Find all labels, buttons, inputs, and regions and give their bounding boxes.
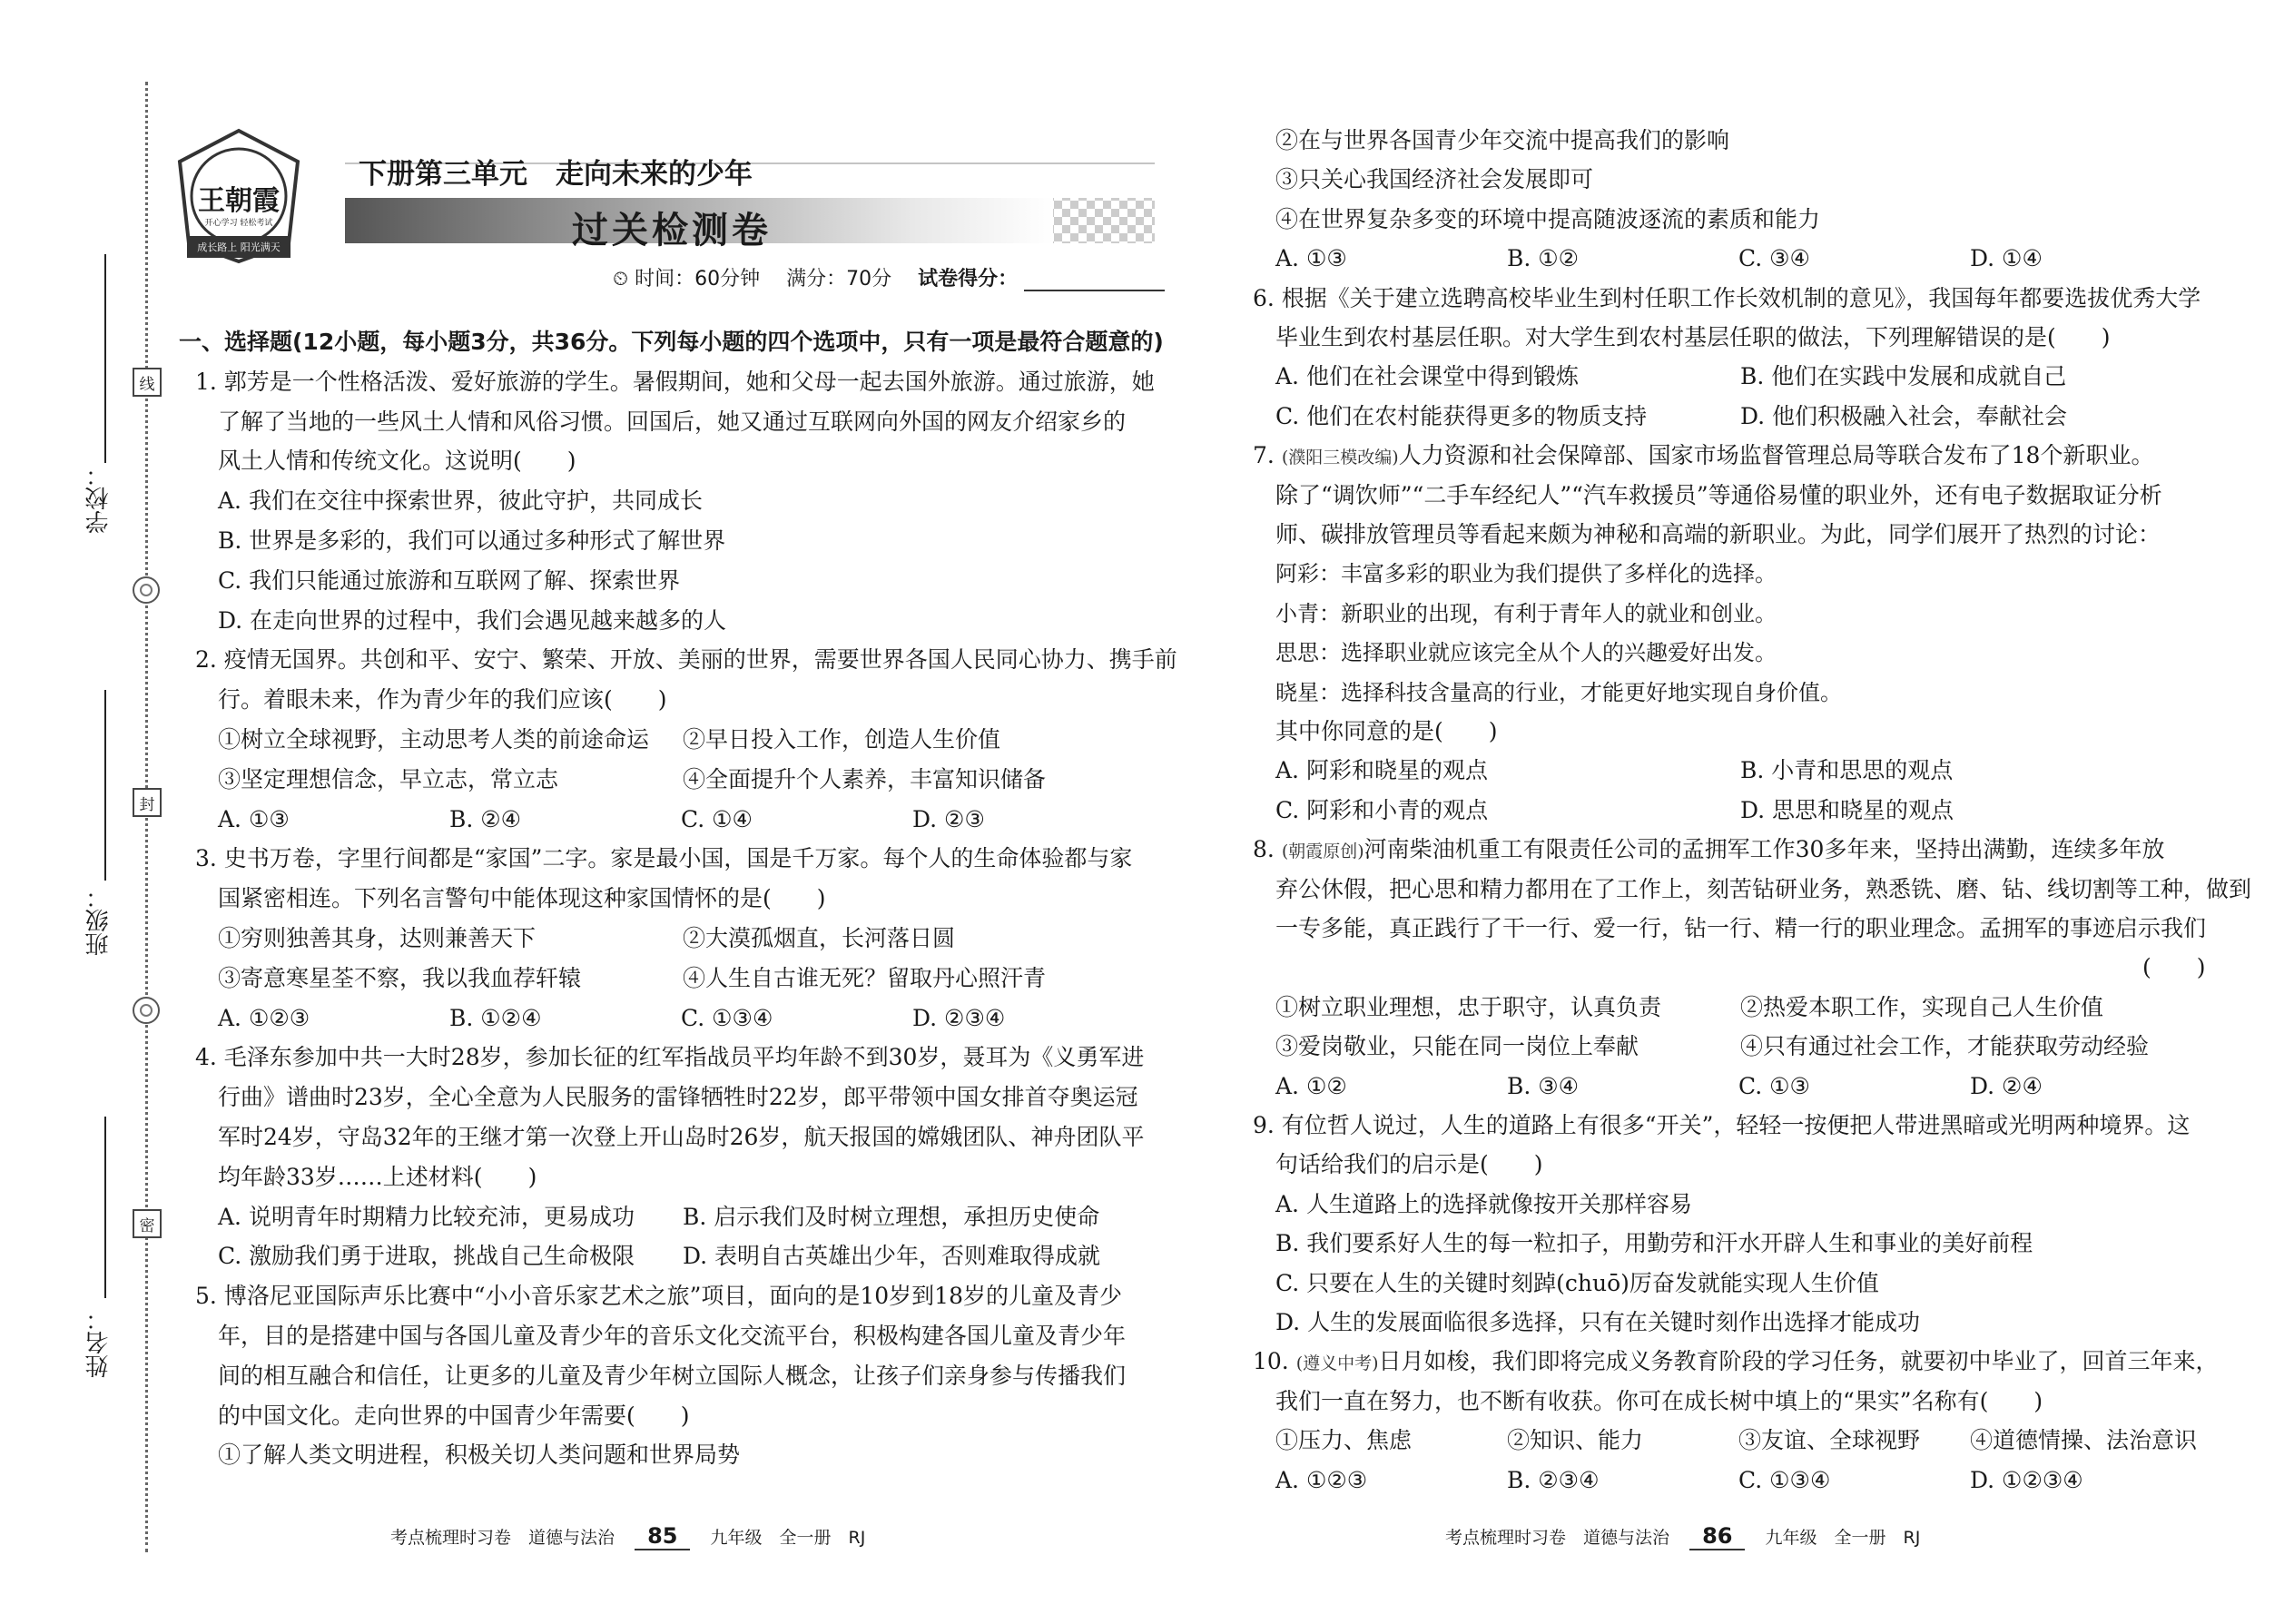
answer-option: D. 表明自古英雄出少年，否则难取得成就: [683, 1243, 1101, 1270]
answer-option: ②在与世界各国青少年交流中提高我们的影响: [1275, 127, 1730, 153]
answer-option: C. 只要在人生的关键时刻踔(chuō)厉奋发就能实现人生价值: [1275, 1269, 1879, 1296]
answer-option: B. ①②: [1507, 245, 1580, 272]
dialogue-line: 阿彩：丰富多彩的职业为我们提供了多样化的选择。: [1275, 561, 1777, 587]
answer-option: A. ①②③: [1275, 1466, 1368, 1493]
footer-grade: 九年级 全一册 RJ: [710, 1528, 866, 1548]
question-text: 河南柴油机重工有限责任公司的孟拥军工作30多年来，坚持出满勤，连续多年放: [1364, 836, 2165, 863]
footer-right: [1445, 1523, 1920, 1550]
question-stem-continued: 军时24岁，守岛32年的王继才第一次登上开山岛时26岁，航天报国的嫦娥团队、神舟团队平: [218, 1124, 1145, 1150]
answer-option: ③寄意寒星荃不察，我以我血荐轩辕: [218, 964, 582, 991]
dialogue-line: 小青：新职业的出现，有利于青年人的就业和创业。: [1275, 600, 1777, 626]
dialogue-line: 思思：选择职业就应该完全从个人的兴趣爱好出发。: [1275, 640, 1777, 666]
question-stem-continued: 间的相互融合和信任，让更多的儿童及青少年树立国际人概念，让孩子们亲身参与传播我们: [218, 1362, 1127, 1389]
question-stem: [1253, 442, 2153, 471]
page-number: 85: [635, 1523, 690, 1550]
answer-option: ②热爱本职工作，实现自己人生价值: [1740, 993, 2104, 1020]
answer-option: ④人生自古谁无死？留取丹心照汗青: [683, 964, 1047, 991]
question-stem-continued: 了解了当地的一些风土人情和风俗习惯。回国后，她又通过互联网向外国的网友介绍家乡的: [218, 408, 1127, 435]
question-stem: [1253, 836, 2164, 865]
question-stem-continued: 行。着眼未来，作为青少年的我们应该( ): [218, 686, 667, 714]
seal-mark-mi: 密: [133, 1209, 162, 1238]
question-stem-continued: 我们一直在努力，也不断有收获。你可在成长树中填上的“果实”名称有( ): [1275, 1387, 2043, 1414]
answer-option: A. 说明青年时期精力比较充沛，更易成功: [218, 1203, 635, 1230]
answer-option: B. 他们在实践中发展和成就自己: [1740, 363, 2067, 390]
answer-option: ④只有通过社会工作，才能获取劳动经验: [1740, 1033, 2150, 1060]
name-label: 姓名：: [85, 1307, 113, 1378]
question-stem: 3. 史书万卷，字里行间都是“家国”二字。家是最小国，国是千万家。每个人的生命体验都与家: [195, 845, 1133, 872]
answer-option: B. ②③④: [1507, 1466, 1600, 1493]
footer-book-title: 考点梳理时习卷 道德与法治: [390, 1528, 615, 1548]
question-stem-continued: 句话给我们的启示是( ): [1275, 1151, 1543, 1178]
logo-ribbon-text: 成长路上 阳光满天: [197, 241, 281, 253]
answer-option: D. ②③: [912, 805, 985, 832]
exam-full-score: 满分：70分: [786, 268, 892, 290]
question-stem: 9. 有位哲人说过，人生的道路上有很多“开关”，轻轻一按便把人带进黑暗或光明两种境界。这: [1253, 1112, 2191, 1138]
seal-mark-feng: 封: [133, 788, 162, 817]
answer-option: C. ①③: [1738, 1072, 1810, 1099]
answer-option: C. ③④: [1738, 245, 1810, 272]
answer-option: ③只关心我国经济社会发展即可: [1275, 166, 1594, 193]
unit-title: 下册第三单元 走向未来的少年: [359, 158, 753, 191]
clock-icon: ⏲: [613, 268, 629, 290]
answer-option: C. 他们在农村能获得更多的物质支持: [1275, 402, 1648, 429]
question-stem-continued: 均年龄33岁……上述材料( ): [218, 1163, 537, 1190]
answer-option: B. 我们要系好人生的每一粒扣子，用勤劳和汗水开辟人生和事业的美好前程: [1275, 1230, 2033, 1257]
answer-option: D. ②④: [1970, 1072, 2043, 1099]
answer-option: B. ③④: [1507, 1072, 1580, 1099]
answer-option: ②早日投入工作，创造人生价值: [683, 726, 1001, 753]
answer-option: ④道德情操、法治意识: [1970, 1427, 2198, 1454]
question-stem-continued: 年，目的是搭建中国与各国儿童及青少年的音乐文化交流平台，积极构建各国儿童及青少年: [218, 1323, 1127, 1349]
answer-option: B. 启示我们及时树立理想，承担历史使命: [683, 1203, 1100, 1230]
answer-option: ④在世界复杂多变的环境中提高随波逐流的素质和能力: [1275, 205, 1821, 232]
answer-option: A. ①③: [218, 805, 290, 832]
answer-option: A. ①②③: [218, 1004, 310, 1031]
question-stem-continued: 的中国文化。走向世界的中国青少年需要( ): [218, 1402, 690, 1429]
question-stem-continued: 风土人情和传统文化。这说明( ): [218, 448, 576, 475]
question-number: 8.: [1253, 836, 1282, 863]
answer-option: B. 小青和思思的观点: [1740, 757, 1954, 784]
answer-option: ①了解人类文明进程，积极关切人类问题和世界局势: [218, 1442, 741, 1469]
answer-option: C. ①④: [681, 805, 753, 832]
answer-option: B. ②④: [449, 805, 522, 832]
knot-icon: [133, 576, 160, 604]
answer-option: ①穷则独善其身，达则兼善天下: [218, 925, 537, 951]
name-blank-line: [104, 1117, 106, 1298]
answer-option: D. ①②③④: [1970, 1466, 2083, 1493]
answer-option: D. 他们积极融入社会，奉献社会: [1740, 402, 2068, 429]
exam-score-label: 试卷得分：: [918, 268, 1019, 290]
question-stem: 6. 根据《关于建立选聘高校毕业生到村任职工作长效机制的意见》，我国每年都要选拔优秀大学: [1253, 284, 2201, 311]
section-heading: 一、选择题(12小题，每小题3分，共36分。下列每小题的四个选项中，只有一项是最符合题意的): [179, 329, 1164, 355]
knot-icon: [133, 997, 160, 1024]
answer-option: A. 人生道路上的选择就像按开关那样容易: [1275, 1190, 1692, 1217]
answer-option: D. ②③④: [912, 1004, 1006, 1031]
school-blank-line: [104, 254, 106, 463]
question-source: (朝霞原创): [1281, 842, 1364, 862]
question-stem: 1. 郭芳是一个性格活泼、爱好旅游的学生。暑假期间，她和父母一起去国外旅游。通过旅游，她: [195, 368, 1155, 395]
score-blank[interactable]: [1024, 270, 1165, 291]
question-stem: 4. 毛泽东参加中共一大时28岁，参加长征的红军指战员平均年龄不到30岁，聂耳为《义勇军进: [195, 1044, 1145, 1071]
answer-option: ②知识、能力: [1507, 1427, 1644, 1454]
exam-info: [613, 263, 1165, 291]
answer-option: C. 我们只能通过旅游和互联网了解、探索世界: [218, 566, 681, 594]
question-stem-continued: 国紧密相连。下列名言警句中能体现这种家国情怀的是( ): [218, 885, 826, 912]
school-label: 学校：: [85, 463, 113, 534]
answer-option: ①树立全球视野，主动思考人类的前途命运: [218, 726, 650, 753]
question-stem-continued: 毕业生到农村基层任职。对大学生到农村基层任职的做法，下列理解错误的是( ): [1275, 324, 2111, 350]
answer-option: ③爱岗敬业，只能在同一岗位上奉献: [1275, 1033, 1639, 1060]
answer-option: 其中你同意的是( ): [1275, 718, 1498, 744]
footer-left: [390, 1523, 865, 1550]
answer-option: D. ①④: [1970, 245, 2043, 272]
question-stem-continued: 行曲》谱曲时23岁，全心全意为人民服务的雷锋牺牲时22岁，郎平带领中国女排首夺奥运冠: [218, 1084, 1138, 1111]
question-stem-continued: 师、碳排放管理员等看起来颇为神秘和高端的新职业。为此，同学们展开了热烈的讨论：: [1275, 521, 2161, 547]
answer-bracket: ( ): [2142, 954, 2206, 981]
answer-option: ④全面提升个人素养，丰富知识储备: [683, 765, 1047, 792]
question-stem-continued: 除了“调饮师”“二手车经纪人”“汽车救援员”等通俗易懂的职业外，还有电子数据取证分析: [1275, 481, 2162, 508]
answer-option: A. 我们在交往中探索世界，彼此守护，共同成长: [218, 487, 703, 515]
question-source: (遵义中考): [1295, 1353, 1379, 1374]
logo-text: 王朝霞: [198, 185, 280, 217]
answer-option: A. 阿彩和晓星的观点: [1275, 757, 1488, 784]
question-stem: 2. 疫情无国界。共创和平、安宁、繁荣、开放、美丽的世界，需要世界各国人民同心协力、携手前: [195, 646, 1177, 674]
question-stem-continued: 弃公休假，把心思和精力都用在了工作上，刻苦钻研业务，熟悉铣、磨、钻、线切割等工种，做到: [1275, 875, 2252, 902]
question-text: 日月如梭，我们即将完成义务教育阶段的学习任务，就要初中毕业了，回首三年来，: [1378, 1348, 2219, 1375]
answer-option: D. 思思和晓星的观点: [1740, 796, 1954, 823]
footer-book-title: 考点梳理时习卷 道德与法治: [1445, 1528, 1670, 1548]
answer-option: A. ①③: [1275, 245, 1347, 272]
question-stem: 5. 博洛尼亚国际声乐比赛中“小小音乐家艺术之旅”项目，面向的是10岁到18岁的儿童及青少: [195, 1283, 1122, 1310]
answer-option: C. ①③④: [1738, 1466, 1831, 1493]
answer-option: ③友谊、全球视野: [1738, 1427, 1921, 1454]
answer-option: D. 人生的发展面临很多选择，只有在关键时刻作出选择才能成功: [1275, 1309, 1921, 1335]
class-label: 班级：: [85, 885, 113, 956]
exam-title: 过关检测卷: [572, 210, 772, 251]
footer-grade: 九年级 全一册 RJ: [1765, 1528, 1921, 1548]
seal-mark-xian: 线: [133, 368, 162, 397]
question-number: 10.: [1253, 1348, 1296, 1375]
answer-option: B. ①②④: [449, 1004, 542, 1031]
logo-badge: [171, 125, 307, 271]
binding-dotted-line: [145, 82, 148, 1552]
dialogue-line: 晓星：选择科技含量高的行业，才能更好地实现自身价值。: [1275, 679, 1842, 705]
answer-option: ①压力、焦虑: [1275, 1427, 1413, 1454]
logo-subtext: 开心学习 轻松考试: [204, 219, 273, 228]
answer-option: ①树立职业理想，忠于职守，认真负责: [1275, 993, 1662, 1020]
answer-option: ②大漠孤烟直，长河落日圆: [683, 925, 956, 951]
answer-option: C. ①③④: [681, 1004, 773, 1031]
answer-option: ③坚定理想信念，早立志，常立志: [218, 765, 559, 792]
question-stem: [1253, 1348, 2219, 1377]
answer-option: B. 世界是多彩的，我们可以通过多种形式了解世界: [218, 527, 726, 554]
answer-option: A. ①②: [1275, 1072, 1347, 1099]
page-number: 86: [1689, 1523, 1745, 1550]
question-source: (濮阳三模改编): [1281, 448, 1399, 468]
answer-option: C. 阿彩和小青的观点: [1275, 796, 1489, 823]
answer-option: A. 他们在社会课堂中得到锻炼: [1275, 363, 1579, 390]
answer-option: D. 在走向世界的过程中，我们会遇见越来越多的人: [218, 606, 727, 634]
class-blank-line: [104, 690, 106, 881]
exam-time: 时间：60分钟: [635, 268, 761, 290]
question-stem-continued: 一专多能，真正践行了干一行、爱一行，钻一行、精一行的职业理念。孟拥军的事迹启示我们: [1275, 915, 2207, 941]
answer-option: C. 激励我们勇于进取，挑战自己生命极限: [218, 1243, 635, 1270]
question-text: 人力资源和社会保障部、国家市场监督管理总局等联合发布了18个新职业。: [1398, 442, 2154, 469]
question-number: 7.: [1253, 442, 1282, 469]
